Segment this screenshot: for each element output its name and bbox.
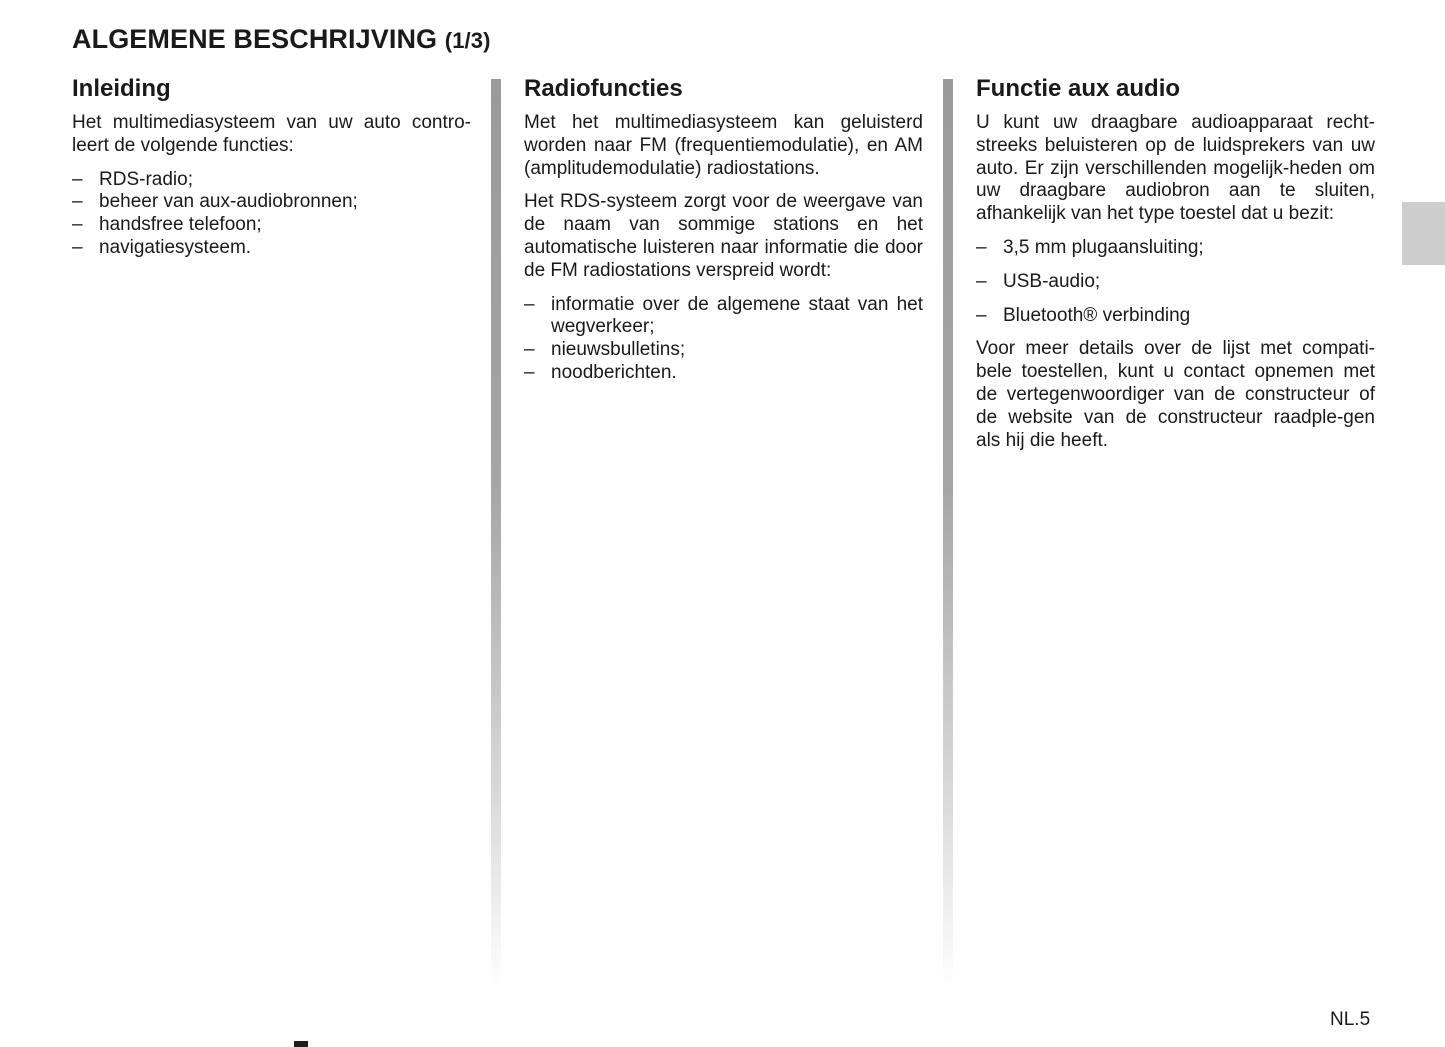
column-divider xyxy=(491,79,501,989)
list-item xyxy=(524,362,923,385)
section-heading: Radiofuncties xyxy=(524,75,683,102)
dash-bullet-icon: – xyxy=(524,339,535,361)
list-item-text: Bluetooth® verbinding xyxy=(1003,304,1191,326)
dash-bullet-icon: – xyxy=(72,191,83,213)
list-item xyxy=(72,237,471,260)
list-item xyxy=(976,271,1375,294)
list-item xyxy=(524,339,923,362)
page-title-suffix: (1/3) xyxy=(444,28,491,53)
list-item xyxy=(976,305,1375,328)
list-item xyxy=(524,294,923,340)
list-item xyxy=(976,237,1375,260)
dash-bullet-icon: – xyxy=(524,293,535,315)
column-divider xyxy=(943,79,953,989)
chapter-thumb-tab xyxy=(1402,202,1445,265)
list-item xyxy=(72,214,471,237)
list-item-text: 3,5 mm plugaansluiting; xyxy=(1003,236,1204,258)
dash-bullet-icon: – xyxy=(72,168,83,190)
list-item-text: handsfree telefoon; xyxy=(99,214,262,236)
page-number: NL.5 xyxy=(1330,1009,1371,1030)
dash-bullet-icon: – xyxy=(72,214,83,236)
connection-types-list xyxy=(976,237,1375,327)
paragraph: Met het multimediasysteem kan geluisterd worden naar FM (frequentiemodulatie), en AM (amplitudemodulatie) radiostations. xyxy=(524,112,923,179)
list-item-text: noodberichten. xyxy=(551,361,677,383)
page-title-text: ALGEMENE BESCHRIJVING xyxy=(72,24,438,54)
list-item-text: nieuwsbulletins; xyxy=(551,339,686,361)
paragraph: Het RDS-systeem zorgt voor de weergave van de naam van sommige stations en het automatische luisteren naar informatie die door de FM radiostations verspreid wordt: xyxy=(524,191,923,281)
dash-bullet-icon: – xyxy=(524,361,535,383)
list-item-text: informatie over de algemene staat van het wegverkeer; xyxy=(551,293,923,338)
list-item-text: RDS-radio; xyxy=(99,168,193,190)
crop-mark xyxy=(294,1041,308,1047)
outro-paragraph: Voor meer details over de lijst met compati-bele toestellen, kunt u contact opnemen met de vertegenwoordiger van de constructeur of de website van de constructeur raadple-gen als hij die heeft. xyxy=(976,338,1375,451)
list-item-text: USB-audio; xyxy=(1003,270,1101,292)
functions-list xyxy=(72,169,471,260)
page-title xyxy=(72,24,491,55)
list-item xyxy=(72,191,471,214)
section-functie-aux-audio xyxy=(976,74,1375,463)
section-heading: Inleiding xyxy=(72,75,171,102)
intro-paragraph: Het multimediasysteem van uw auto contro-leert de volgende functies: xyxy=(72,112,471,156)
list-item xyxy=(72,169,471,192)
dash-bullet-icon: – xyxy=(976,304,987,326)
dash-bullet-icon: – xyxy=(976,236,987,258)
dash-bullet-icon: – xyxy=(976,270,987,292)
intro-paragraph: U kunt uw draagbare audioapparaat recht-streeks beluisteren op de luidsprekers van uw auto. Er zijn verschillenden mogelijk-heden om uw draagbare audiobron aan te sluiten, afhankelijk van het type toestel dat u bezit: xyxy=(976,112,1375,225)
section-radiofuncties xyxy=(524,74,923,396)
dash-bullet-icon: – xyxy=(72,236,83,258)
section-heading: Functie aux audio xyxy=(976,75,1181,102)
section-inleiding xyxy=(72,74,471,271)
list-item-text: navigatiesysteem. xyxy=(99,236,252,258)
rds-info-list xyxy=(524,294,923,385)
list-item-text: beheer van aux-audiobronnen; xyxy=(99,191,358,213)
